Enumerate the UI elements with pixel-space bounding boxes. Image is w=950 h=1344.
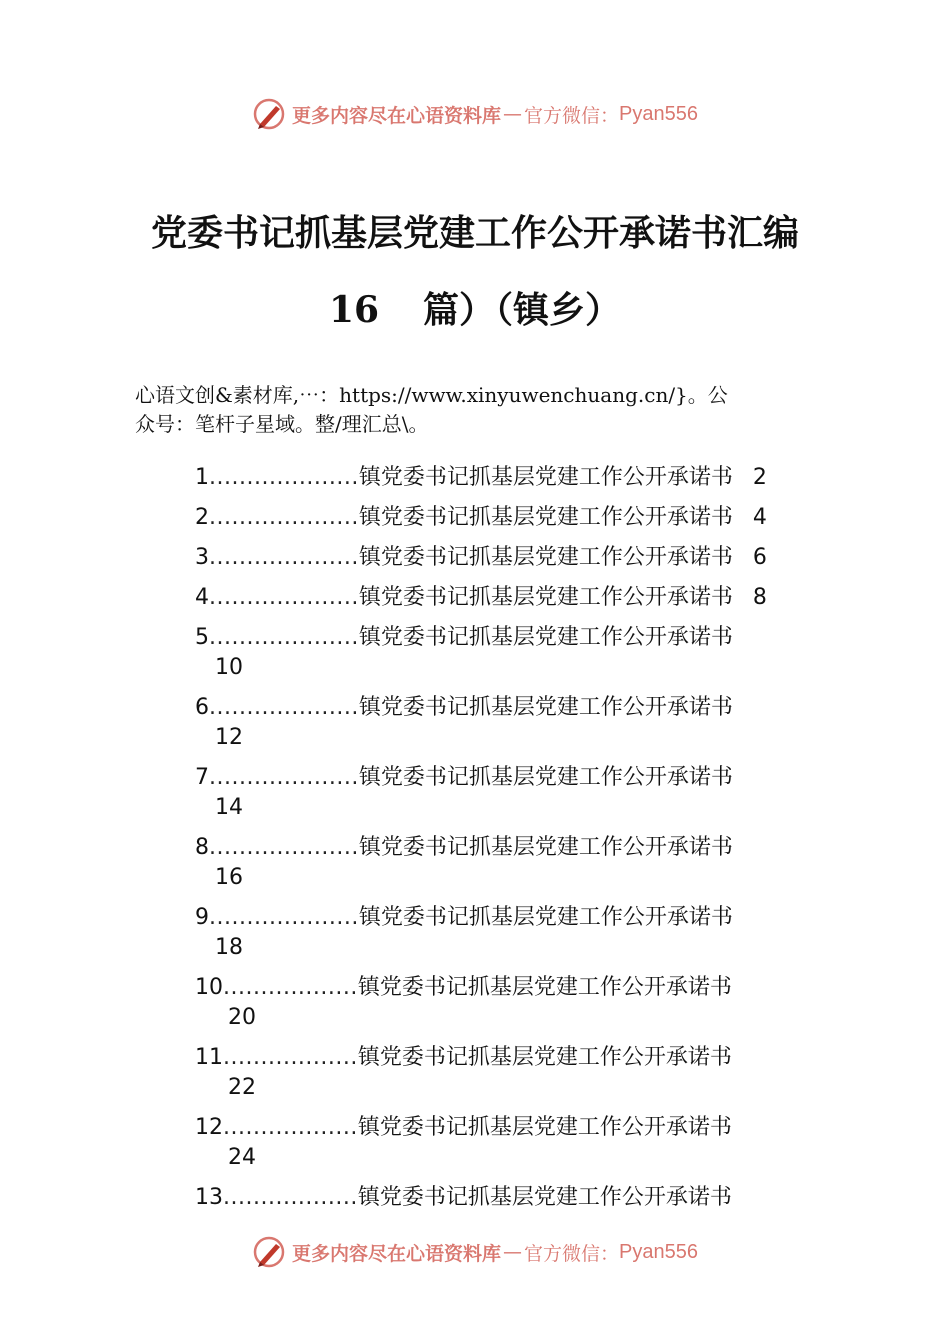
- title-count: 16: [328, 289, 380, 331]
- toc-leader-dots: ....................: [209, 625, 359, 650]
- toc-entry-page: 22: [228, 1075, 256, 1100]
- toc-entry-page: 18: [215, 935, 243, 960]
- toc-entry-number: 5: [195, 625, 209, 650]
- toc-entry-number: 10: [195, 975, 223, 1000]
- toc-entry-title: 镇党委书记抓基层党建工作公开承诺书: [357, 1115, 732, 1140]
- toc-entry-6[interactable]: [195, 693, 855, 753]
- toc-entry-title: 镇党委书记抓基层党建工作公开承诺书: [358, 585, 733, 610]
- toc-entry-title: 镇党委书记抓基层党建工作公开承诺书: [357, 1185, 732, 1210]
- toc-entry-9[interactable]: [195, 903, 855, 963]
- toc-entry-12[interactable]: [195, 1113, 855, 1173]
- toc-entry-number: 9: [195, 905, 209, 930]
- toc-entry-1[interactable]: [195, 463, 855, 493]
- intro-line1: 心语文创&素材库,⋯：https://www.xinyuwenchuang.cn/}。公: [135, 383, 728, 407]
- toc-entry-page: 2: [752, 465, 767, 490]
- toc-entry-page: 24: [228, 1145, 256, 1170]
- watermark-wechat-id: Pyan556: [619, 1240, 698, 1263]
- toc-entry-13[interactable]: [195, 1183, 855, 1213]
- document-title-line1: 党委书记抓基层党建工作公开承诺书汇编: [150, 212, 799, 254]
- toc-entry-number: 13: [195, 1185, 223, 1210]
- toc-entry-title: 镇党委书记抓基层党建工作公开承诺书: [358, 765, 733, 790]
- watermark-dash: —: [503, 1241, 523, 1263]
- watermark-dash: —: [503, 103, 523, 125]
- watermark-wechat-label: 官方微信：: [524, 104, 620, 127]
- toc-leader-dots: ....................: [209, 765, 359, 790]
- toc-entry-title: 镇党委书记抓基层党建工作公开承诺书: [358, 695, 733, 720]
- toc-entry-page: 8: [752, 585, 767, 610]
- intro-line2: 众号：笔杆子星域。整/理汇总\。: [135, 412, 429, 436]
- toc-entry-page: 10: [215, 655, 243, 680]
- toc-leader-dots: ....................: [209, 695, 359, 720]
- toc-entry-number: 6: [195, 695, 209, 720]
- toc-entry-5[interactable]: [195, 623, 855, 683]
- toc-entry-4[interactable]: [195, 583, 855, 613]
- toc-leader-dots: ..................: [223, 1185, 358, 1210]
- toc-leader-dots: ..................: [223, 975, 358, 1000]
- toc-entry-page: 16: [215, 865, 243, 890]
- watermark-brand: 更多内容尽在心语资料库: [292, 104, 502, 127]
- document-title-line2: [0, 282, 950, 333]
- watermark-wechat-id: Pyan556: [619, 102, 698, 125]
- watermark-wechat-label: 官方微信：: [524, 1242, 620, 1265]
- toc-entry-number: 3: [195, 545, 209, 570]
- toc-entry-title: 镇党委书记抓基层党建工作公开承诺书: [358, 625, 733, 650]
- table-of-contents: [195, 463, 855, 1223]
- toc-leader-dots: ....................: [209, 585, 359, 610]
- toc-entry-2[interactable]: [195, 503, 855, 533]
- toc-entry-title: 镇党委书记抓基层党建工作公开承诺书: [358, 835, 733, 860]
- toc-entry-page: 20: [228, 1005, 256, 1030]
- title-suffix: 篇）（镇乡）: [423, 289, 622, 331]
- toc-leader-dots: ..................: [223, 1045, 358, 1070]
- toc-entry-number: 12: [195, 1115, 223, 1140]
- intro-paragraph: [135, 381, 850, 439]
- toc-entry-number: 4: [195, 585, 209, 610]
- toc-entry-page: 6: [752, 545, 767, 570]
- toc-entry-page: 12: [215, 725, 243, 750]
- toc-leader-dots: ....................: [209, 465, 359, 490]
- toc-leader-dots: ....................: [209, 545, 359, 570]
- toc-entry-3[interactable]: [195, 543, 855, 573]
- watermark-brand: 更多内容尽在心语资料库: [292, 1242, 502, 1265]
- toc-entry-title: 镇党委书记抓基层党建工作公开承诺书: [358, 465, 733, 490]
- toc-entry-8[interactable]: [195, 833, 855, 893]
- toc-entry-page: 14: [215, 795, 243, 820]
- watermark-header: [0, 94, 950, 134]
- toc-entry-title: 镇党委书记抓基层党建工作公开承诺书: [358, 545, 733, 570]
- toc-entry-7[interactable]: [195, 763, 855, 823]
- pen-logo-icon: [252, 97, 286, 131]
- toc-entry-title: 镇党委书记抓基层党建工作公开承诺书: [358, 505, 733, 530]
- toc-entry-number: 8: [195, 835, 209, 860]
- toc-entry-number: 11: [195, 1045, 223, 1070]
- toc-entry-page: 4: [752, 505, 767, 530]
- toc-leader-dots: ..................: [223, 1115, 358, 1140]
- toc-entry-number: 7: [195, 765, 209, 790]
- toc-entry-11[interactable]: [195, 1043, 855, 1103]
- toc-leader-dots: ....................: [209, 905, 359, 930]
- toc-entry-title: 镇党委书记抓基层党建工作公开承诺书: [357, 975, 732, 1000]
- toc-entry-number: 1: [195, 465, 209, 490]
- toc-leader-dots: ....................: [209, 505, 359, 530]
- toc-entry-title: 镇党委书记抓基层党建工作公开承诺书: [358, 905, 733, 930]
- toc-entry-10[interactable]: [195, 973, 855, 1033]
- pen-logo-icon: [252, 1235, 286, 1269]
- toc-leader-dots: ....................: [209, 835, 359, 860]
- toc-entry-title: 镇党委书记抓基层党建工作公开承诺书: [357, 1045, 732, 1070]
- watermark-footer: [0, 1232, 950, 1272]
- toc-entry-number: 2: [195, 505, 209, 530]
